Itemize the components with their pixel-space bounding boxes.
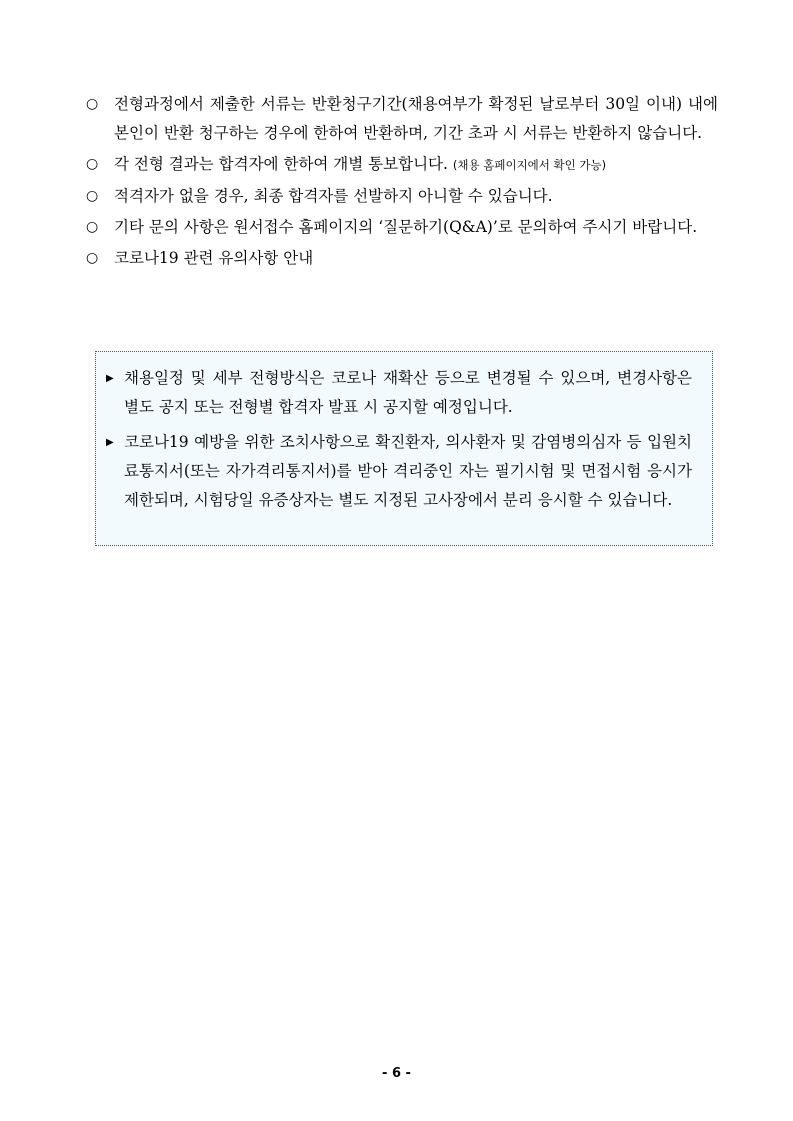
- list-item-text: 코로나19 관련 유의사항 안내: [114, 249, 314, 267]
- list-item: [86, 182, 718, 211]
- list-item-text: 전형과정에서 제출한 서류는 반환청구기간(채용여부가 확정된 날로부터 30일 이내) 내에 본인이 반환 청구하는 경우에 한하여 반환하며, 기간 초과 시 서류는 반환하지 않습니다.: [114, 95, 718, 142]
- circle-bullet-icon: ○: [86, 156, 99, 172]
- circle-bullet-icon: ○: [86, 219, 99, 235]
- notice-item-text: 코로나19 예방을 위한 조치사항으로 확진환자, 의사환자 및 감염병의심자 등 입원치료통지서(또는 자가격리통지서)를 받아 격리중인 자는 필기시험 및 면접시험 응시가 제한되며, 시험당일 유증상자는 별도 지정된 고사장에서 분리 응시할 수 있습니다.: [124, 433, 692, 509]
- page-number: - 6 -: [382, 1066, 411, 1081]
- triangle-bullet-icon: ▶: [106, 373, 114, 384]
- list-item-note: (채용 홈페이지에서 확인 가능): [452, 158, 607, 172]
- notice-bullet-list: [86, 90, 718, 275]
- list-item-text: 기타 문의 사항은 원서접수 홈페이지의 ‘질문하기(Q&A)’로 문의하여 주시기 바랍니다.: [114, 218, 698, 236]
- notice-item: [106, 428, 692, 515]
- list-item: [86, 150, 718, 180]
- list-item-text: 각 전형 결과는 합격자에 한하여 개별 통보합니다.: [114, 155, 448, 173]
- triangle-bullet-icon: ▶: [106, 437, 114, 448]
- list-item: [86, 213, 718, 242]
- circle-bullet-icon: ○: [86, 188, 99, 204]
- circle-bullet-icon: ○: [86, 250, 99, 266]
- list-item: [86, 244, 718, 273]
- notice-item: [106, 364, 692, 422]
- list-item-text: 적격자가 없을 경우, 최종 합격자를 선발하지 아니할 수 있습니다.: [114, 187, 553, 205]
- covid-notice-box: [95, 351, 713, 546]
- notice-item-text: 채용일정 및 세부 전형방식은 코로나 재확산 등으로 변경될 수 있으며, 변경사항은 별도 공지 또는 전형별 합격자 발표 시 공지할 예정입니다.: [124, 369, 692, 416]
- list-item: [86, 90, 718, 148]
- circle-bullet-icon: ○: [86, 96, 99, 112]
